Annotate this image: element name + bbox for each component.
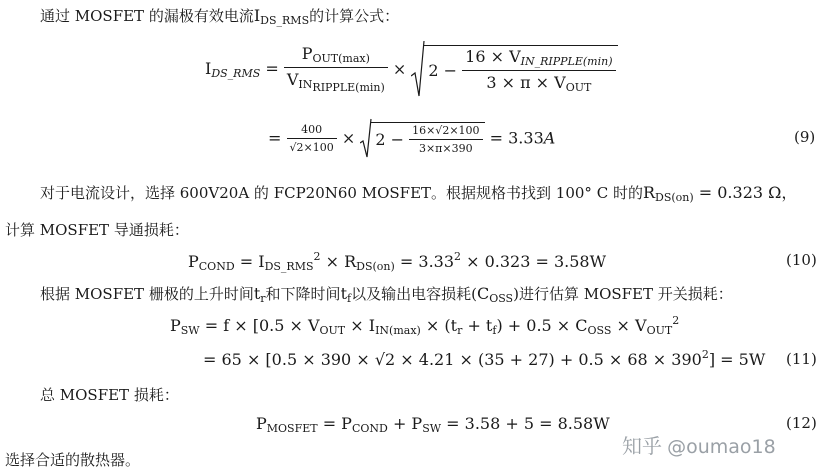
selection-line: 对于电流设计，选择 600V20A 的 FCP20N60 MOSFET。根据规格书找到 100° C 时的$R_{DS(on)} = 0.323$ Ω， (40, 183, 798, 204)
intro-text: 通过 MOSFET 的漏极有效电流 (40, 7, 254, 25)
equation-number-11: (11) (786, 350, 817, 368)
equation-number-9: (9) (794, 128, 816, 146)
switching-loss-intro: 根据 MOSFET 栅极的上升时间$t_r$和下降时间$t_f$以及输出电容损耗$(C_{OSS})$进行估算 MOSFET 开关损耗： (40, 284, 733, 305)
sqrt-expression: 2 − $\frac{16 \times V_{IN\_RIPPLE(min)}}{3 \times \pi \times V_{OUT}}$ (411, 40, 617, 98)
intro-line (40, 5, 399, 27)
equation-9: = $\frac{400}{√2\times 100}$ × 2 − $\frac{16\times√2\times 100}{3\times\pi\times 390}$ = 3.33A (268, 118, 555, 158)
equation-10: $P_{COND} = I_{DS\_RMS}^2 \times R_{DS(on)} = 3.33^2 \times 0.323 = 3.58W$ (188, 250, 607, 273)
watermark-handle: @oumao18 (667, 436, 776, 458)
conduction-loss-intro: 计算 MOSFET 导通损耗： (5, 221, 189, 239)
equation-number-10: (10) (786, 251, 817, 269)
equation-number-12: (12) (786, 414, 817, 432)
total-loss-intro: 总 MOSFET 损耗： (40, 386, 179, 404)
intro-suffix: 的计算公式： (309, 7, 400, 25)
rds-on-symbol: $R_{DS(on)} = 0.323$ Ω， (642, 183, 798, 204)
watermark (622, 430, 776, 459)
ids-rms-symbol: $I_{DS\_RMS}$ (253, 6, 310, 27)
heatsink-line: 选择合适的散热器。 (5, 451, 141, 469)
equation-11-line-1: $P_{SW} = f \times [0.5 \times V_{OUT} \times I_{IN(max)} \times (t_r + t_f) + 0.5 \times C_{OSS} \times V_{OUT}^2$ (170, 314, 680, 337)
equation-12: $P_{MOSFET} = P_{COND} + P_{SW} = 3.58 + 5 = 8.58W$ (256, 414, 610, 435)
pout-over-vin-fraction: $\frac{P_{OUT(max)}}{V_{IN_{RIPPLE(min)}}}$ (284, 44, 388, 94)
equation-11-line-2: = $65 \times [0.5 \times 390 \times √2 \times 4.21 \times (35 + 27) + 0.5 \times 68 \times 390^2] = 5W$ (203, 348, 766, 369)
equation-ids-rms: $I_{DS\_RMS}$ = $\frac{P_{OUT(max)}}{V_{IN_{RIPPLE(min)}}}$ × 2 − $\frac{16 \times V_{IN\_RIPPLE(min)}}{3 \times \pi \times V_{OUT}}$ (205, 40, 618, 98)
zhihu-logo: 知乎 (622, 434, 662, 458)
